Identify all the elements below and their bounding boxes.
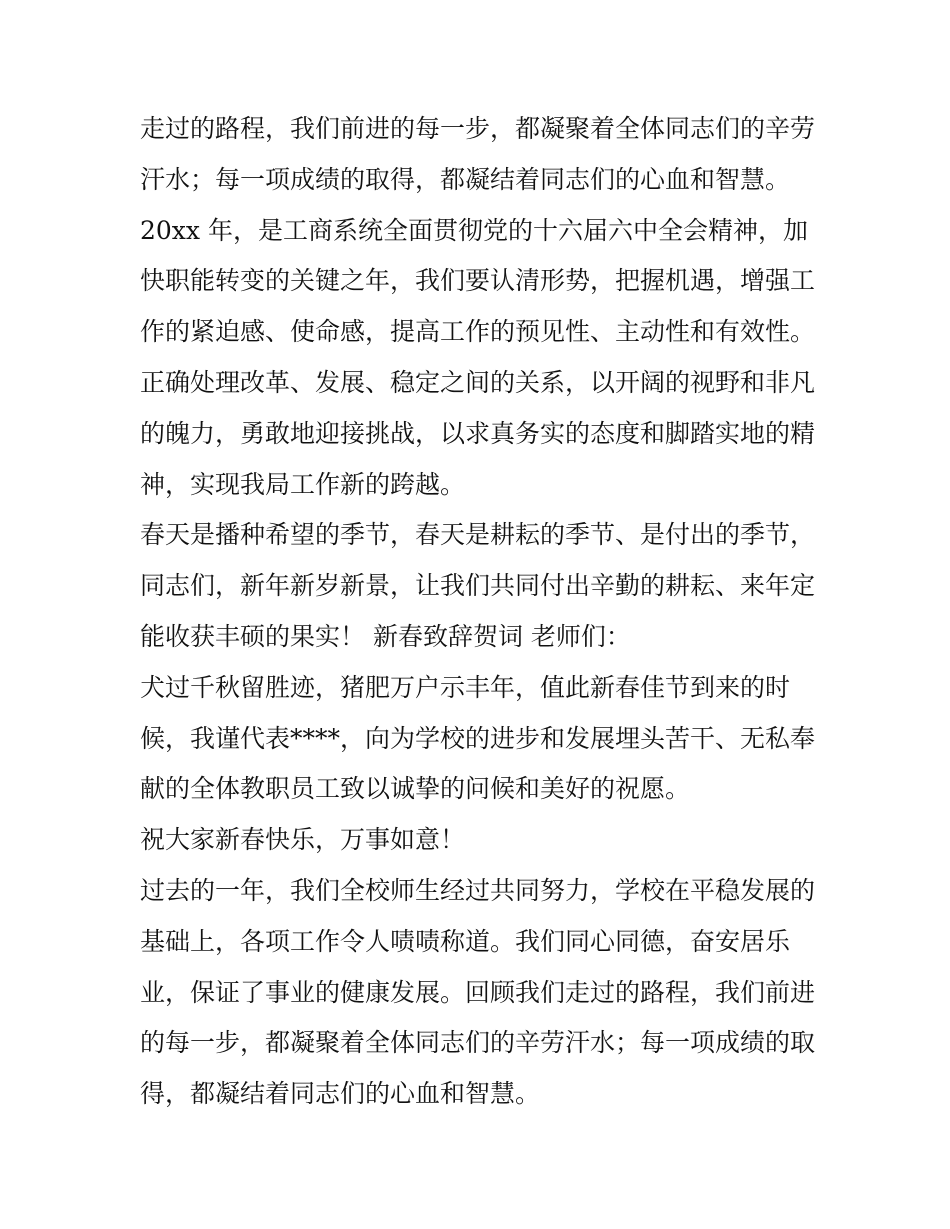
text-line: 献的全体教职员工致以诚挚的问候和美好的祝愿。: [140, 774, 691, 804]
text-line: 同志们，新年新岁新景，让我们共同付出辛勤的耕耘、来年定: [140, 571, 816, 601]
text-line: 祝大家新春快乐，万事如意！: [140, 825, 466, 855]
text-line: 春天是播种希望的季节，春天是耕耘的季节、是付出的季节，: [140, 520, 816, 550]
text-line: 基础上，各项工作令人啧啧称道。我们同心同德，奋安居乐: [140, 926, 791, 956]
text-line: 业，保证了事业的健康发展。回顾我们走过的路程，我们前进: [140, 977, 816, 1007]
text-line: 的魄力，勇敢地迎接挑战，以求真务实的态度和脚踏实地的精: [140, 418, 816, 448]
text-line: 的每一步，都凝聚着全体同志们的辛劳汗水；每一项成绩的取: [140, 1028, 816, 1058]
text-line: 走过的路程，我们前进的每一步，都凝聚着全体同志们的辛劳: [140, 114, 816, 143]
text-line: 神，实现我局工作新的跨越。: [140, 469, 466, 499]
text-line: 候，我谨代表****，向为学校的进步和发展埋头苦干、无私奉: [140, 723, 816, 753]
text-line: 正确处理改革、发展、稳定之间的关系，以开阔的视野和非凡: [140, 367, 816, 397]
text-line: 过去的一年，我们全校师生经过共同努力，学校在平稳发展的: [140, 875, 816, 905]
body-text: [140, 104, 820, 1120]
text-line: 犬过千秋留胜迹，猪肥万户示丰年，值此新春佳节到来的时: [140, 672, 791, 702]
text-line: 得，都凝结着同志们的心血和智慧。: [140, 1079, 541, 1109]
text-line: 作的紧迫感、使命感，提高工作的预见性、主动性和有效性。: [140, 317, 816, 347]
text-line: 快职能转变的关键之年，我们要认清形势，把握机遇，增强工: [140, 266, 816, 296]
text-line: 能收获丰硕的果实！ 新春致辞贺词 老师们：: [140, 621, 631, 651]
text-line: 20xx 年，是工商系统全面贯彻党的十六届六中全会精神，加: [140, 215, 808, 245]
text-line: 汗水；每一项成绩的取得，都凝结着同志们的心血和智慧。: [140, 164, 791, 194]
